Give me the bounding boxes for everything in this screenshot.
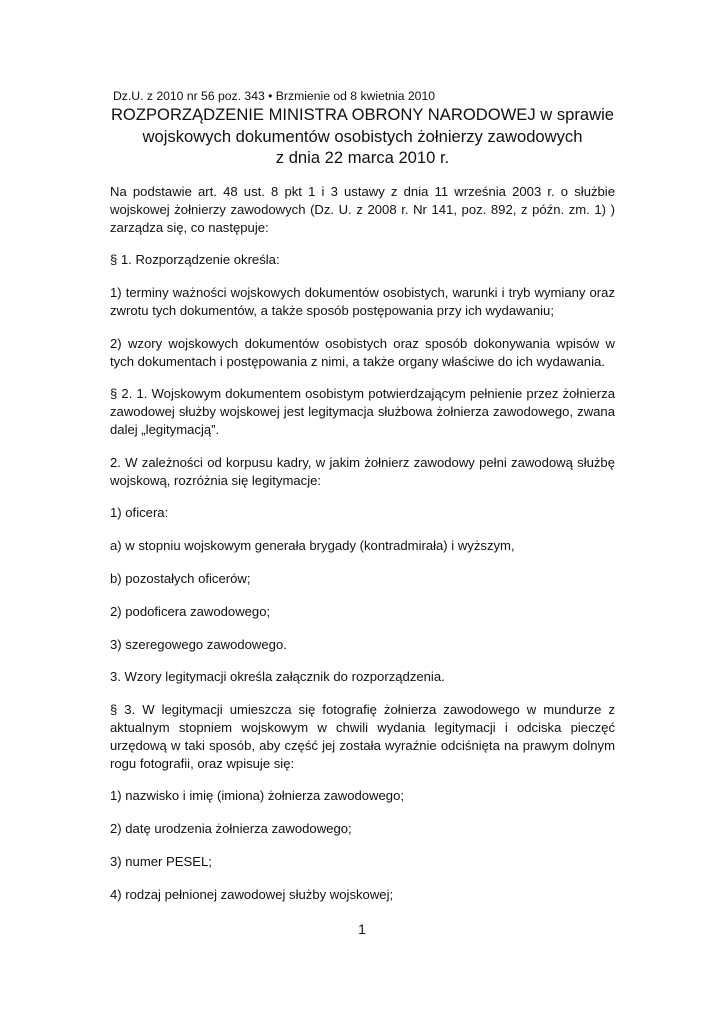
- title-line: ROZPORZĄDZENIE MINISTRA OBRONY NARODOWEJ w sprawie: [110, 105, 615, 124]
- section-1-heading: § 1. Rozporządzenie określa:: [110, 252, 280, 268]
- section-2-paragraph-2: 2. W zależności od korpusu kadry, w jakim żołnierz zawodowy pełni zawodową służbę wojskową, rozróżnia się legitymacje:: [110, 454, 615, 488]
- section-3-point-4: 4) rodzaj pełnionej zawodowej służby wojskowej;: [110, 886, 394, 902]
- title-line: z dnia 22 marca 2010 r.: [275, 148, 450, 167]
- title-line: wojskowych dokumentów osobistych żołnierzy zawodowych: [142, 126, 583, 146]
- document-title: [70, 104, 655, 169]
- list-item-nco: 2) podoficera zawodowego;: [110, 603, 271, 619]
- section-3-point-2: 2) datę urodzenia żołnierza zawodowego;: [110, 821, 352, 837]
- page-number: 1: [358, 921, 366, 937]
- section-1-point-2: 2) wzory wojskowych dokumentów osobistych oraz sposób dokonywania wpisów w tych dokumentach i postępowania z nimi, a także organy właściwe do ich wydawania.: [110, 335, 615, 369]
- section-3-paragraph: § 3. W legitymacji umieszcza się fotografię żołnierza zawodowego w mundurze z aktualnym stopniem wojskowym w chwili wydania legitymacji i odciska pieczęć urzędową w taki sposób, aby część jej została wyraźnie odciśnięta na prawym dolnym rogu fotografii, oraz wpisuje się:: [110, 702, 615, 771]
- section-3-point-1: 1) nazwisko i imię (imiona) żołnierza zawodowego;: [110, 788, 405, 804]
- section-3-point-3: 3) numer PESEL;: [110, 853, 212, 869]
- legal-basis-paragraph: Na podstawie art. 48 ust. 8 pkt 1 i 3 ustawy z dnia 11 września 2003 r. o służbie wojskowej żołnierzy zawodowych (Dz. U. z 2008 r. Nr 141, poz. 892, z późn. zm. 1) ) zarządza się, co następuje:: [110, 184, 615, 235]
- list-item-officer: 1) oficera:: [110, 505, 169, 521]
- list-item-private: 3) szeregowego zawodowego.: [110, 636, 287, 652]
- section-2-paragraph-3: 3. Wzory legitymacji określa załącznik do rozporządzenia.: [110, 669, 445, 685]
- section-2-paragraph-1: § 2. 1. Wojskowym dokumentem osobistym potwierdzającym pełnienie przez żołnierza zawodowej służby wojskowej jest legitymacja służbowa żołnierza zawodowego, zwana dalej „legitymacją”.: [110, 386, 615, 437]
- list-item-other-officers: b) pozostałych oficerów;: [110, 570, 251, 586]
- publication-reference: Dz.U. z 2010 nr 56 poz. 343 • Brzmienie od 8 kwietnia 2010: [113, 89, 435, 103]
- list-item-general: a) w stopniu wojskowym generała brygady (kontradmirała) i wyższym,: [110, 538, 515, 554]
- document-body: [110, 183, 615, 904]
- section-1-point-1: 1) terminy ważności wojskowych dokumentów osobistych, warunki i tryb wymiany oraz zwrotu tych dokumentów, a także sposób postępowania przy ich wydawaniu;: [110, 285, 615, 318]
